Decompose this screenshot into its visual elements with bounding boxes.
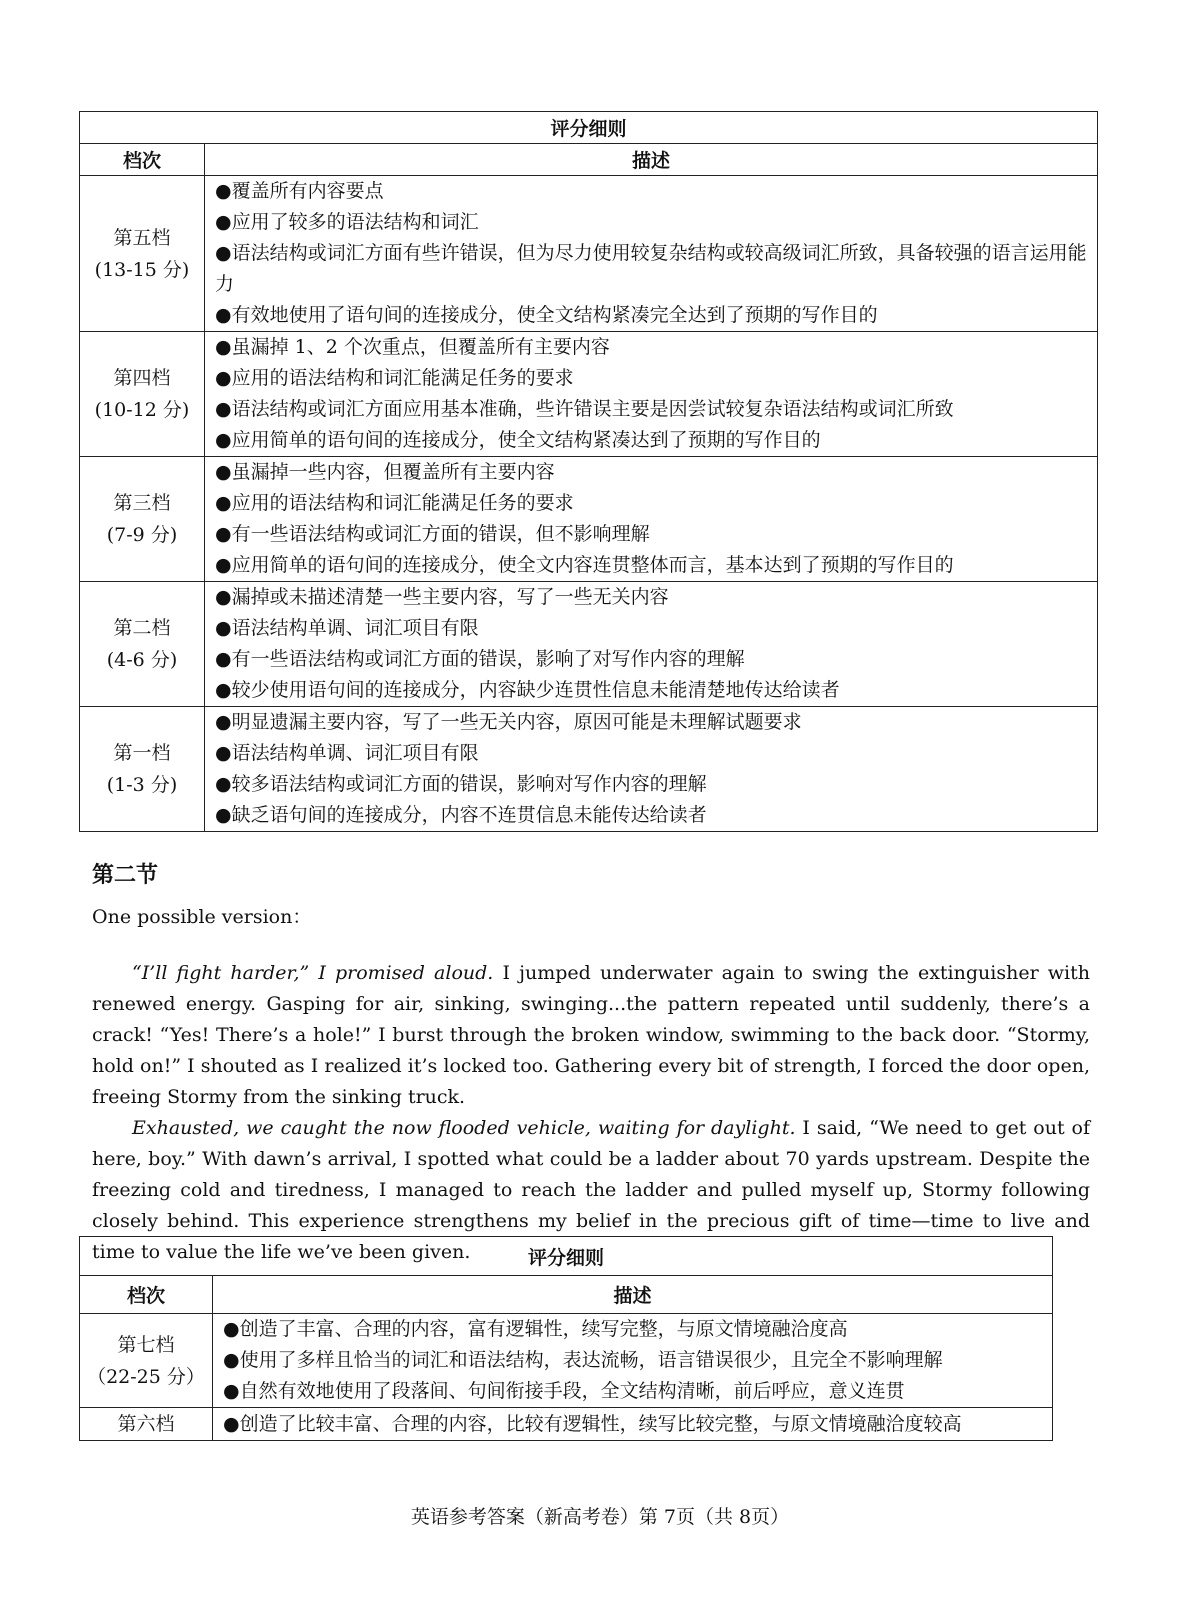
sample-essay — [92, 958, 1090, 1268]
description-cell — [205, 457, 1098, 582]
tier-name: 第七档 — [117, 1333, 175, 1356]
section-subheading: One possible version： — [92, 906, 312, 928]
criterion-item: ●使用了多样且恰当的词汇和语法结构，表达流畅，语言错误很少，且完全不影响理解 — [223, 1349, 943, 1371]
tier-score: (4-6 分) — [106, 649, 178, 671]
criterion-item: ●应用了较多的语法结构和词汇 — [215, 211, 479, 233]
table-title: 评分细则 — [80, 1237, 1053, 1276]
tier-cell — [80, 582, 205, 707]
tier-score: （22-25 分） — [87, 1365, 205, 1388]
tier-name: 第二档 — [113, 617, 171, 639]
criterion-item: ●较少使用语句间的连接成分，内容缺少连贯性信息未能清楚地传达给读者 — [215, 679, 840, 701]
criterion-item: ●虽漏掉一些内容，但覆盖所有主要内容 — [215, 461, 555, 483]
tier-name: 第三档 — [113, 492, 171, 514]
paragraph-body: I said, “We need to get out of here, boy.” With dawn’s arrival, I spotted what could be a ladder about 70 yards upstream. Despite the freezing cold and tiredness, I managed to reach the ladder and pulled myself up, Stormy following closely behind. This experience strengthens my belief in the precious gift of time—time to live and time to value the life we’ve been given. — [92, 1117, 1090, 1263]
table-row — [80, 1314, 1053, 1408]
table-row — [80, 1408, 1053, 1441]
criterion-item: ●漏掉或未描述清楚一些主要内容，写了一些无关内容 — [215, 586, 669, 608]
criterion-item: ●自然有效地使用了段落间、句间衔接手段，全文结构清晰，前后呼应，意义连贯 — [223, 1380, 905, 1402]
criterion-item: ●覆盖所有内容要点 — [215, 180, 384, 202]
criterion-item: ●语法结构单调、词汇项目有限 — [215, 617, 479, 639]
paragraph-body: I jumped underwater again to swing the extinguisher with renewed energy. Gasping for air, sinking, swinging...the pattern repeated until suddenly, there’s a crack! “Yes! There’s a hole!” I burst through the broken window, swimming to the back door. “Stormy, hold on!” I shouted as I realized it’s locked too. Gathering every bit of strength, I forced the door open, freeing Stormy from the sinking truck. — [92, 962, 1091, 1108]
table-title: 评分细则 — [80, 112, 1098, 144]
table-row — [80, 707, 1098, 832]
paragraph-opening-sentence: “I’ll fight harder,” I promised aloud. — [132, 962, 494, 984]
tier-name: 第四档 — [113, 367, 171, 389]
tier-cell — [80, 707, 205, 832]
criterion-item: ●有一些语法结构或词汇方面的错误，影响了对写作内容的理解 — [215, 648, 745, 670]
tier-name: 第五档 — [113, 226, 171, 249]
section-heading: 第二节 — [92, 862, 159, 888]
tier-cell — [80, 1408, 213, 1441]
criterion-item: ●创造了比较丰富、合理的内容，比较有逻辑性，续写比较完整，与原文情境融洽度较高 — [223, 1412, 962, 1435]
tier-score: (10-12 分) — [94, 399, 190, 421]
criterion-item: ●创造了丰富、合理的内容，富有逻辑性，续写完整，与原文情境融洽度高 — [223, 1318, 848, 1340]
criterion-item: ●应用简单的语句间的连接成分，使全文内容连贯整体而言，基本达到了预期的写作目的 — [215, 554, 954, 576]
criterion-item: ●缺乏语句间的连接成分，内容不连贯信息未能传达给读者 — [215, 804, 707, 826]
tier-cell — [80, 176, 205, 332]
column-header-tier: 档次 — [80, 1276, 213, 1314]
description-cell — [213, 1408, 1053, 1441]
criterion-item: ●有效地使用了语句间的连接成分，使全文结构紧凑完全达到了预期的写作目的 — [215, 304, 878, 326]
criterion-item: ●明显遗漏主要内容，写了一些无关内容，原因可能是未理解试题要求 — [215, 711, 802, 733]
page-footer: 英语参考答案（新高考卷）第 7页（共 8页） — [410, 1506, 790, 1528]
column-header-description: 描述 — [213, 1276, 1053, 1314]
tier-score: (13-15 分) — [94, 258, 190, 281]
criterion-item: ●语法结构单调、词汇项目有限 — [215, 742, 479, 764]
column-header-description: 描述 — [205, 144, 1098, 176]
tier-cell — [80, 1314, 213, 1408]
tier-score: (1-3 分) — [106, 774, 178, 796]
table-row — [80, 457, 1098, 582]
description-cell — [213, 1314, 1053, 1408]
criterion-item: ●应用的语法结构和词汇能满足任务的要求 — [215, 492, 574, 514]
tier-score: (7-9 分) — [106, 524, 178, 546]
description-cell — [205, 176, 1098, 332]
criterion-item: ●应用简单的语句间的连接成分，使全文结构紧凑达到了预期的写作目的 — [215, 429, 821, 451]
paragraph-opening-sentence: Exhausted, we caught the now flooded vehicle, waiting for daylight. — [132, 1117, 796, 1139]
description-cell — [205, 582, 1098, 707]
tier-name: 第六档 — [117, 1413, 175, 1435]
tier-cell — [80, 457, 205, 582]
criterion-item: ●较多语法结构或词汇方面的错误，影响对写作内容的理解 — [215, 773, 707, 795]
rubric-table-writing-part2 — [79, 1236, 1053, 1441]
tier-cell — [80, 332, 205, 457]
criterion-item: ●虽漏掉 1、2 个次重点，但覆盖所有主要内容 — [215, 336, 610, 358]
criterion-item: ●语法结构或词汇方面应用基本准确，些许错误主要是因尝试较复杂语法结构或词汇所致 — [215, 398, 954, 420]
table-row — [80, 332, 1098, 457]
description-cell — [205, 332, 1098, 457]
table-row — [80, 582, 1098, 707]
table-row — [80, 176, 1098, 332]
essay-paragraph — [92, 958, 1090, 1113]
tier-name: 第一档 — [113, 742, 171, 764]
criterion-item: ●有一些语法结构或词汇方面的错误，但不影响理解 — [215, 523, 650, 545]
description-cell — [205, 707, 1098, 832]
criterion-item: ●应用的语法结构和词汇能满足任务的要求 — [215, 367, 574, 389]
column-header-tier: 档次 — [80, 144, 205, 176]
criterion-item: ●语法结构或词汇方面有些许错误，但为尽力使用较复杂结构或较高级词汇所致，具备较强的语言运用能力 — [215, 242, 1087, 295]
rubric-table-writing-part1 — [79, 111, 1098, 832]
